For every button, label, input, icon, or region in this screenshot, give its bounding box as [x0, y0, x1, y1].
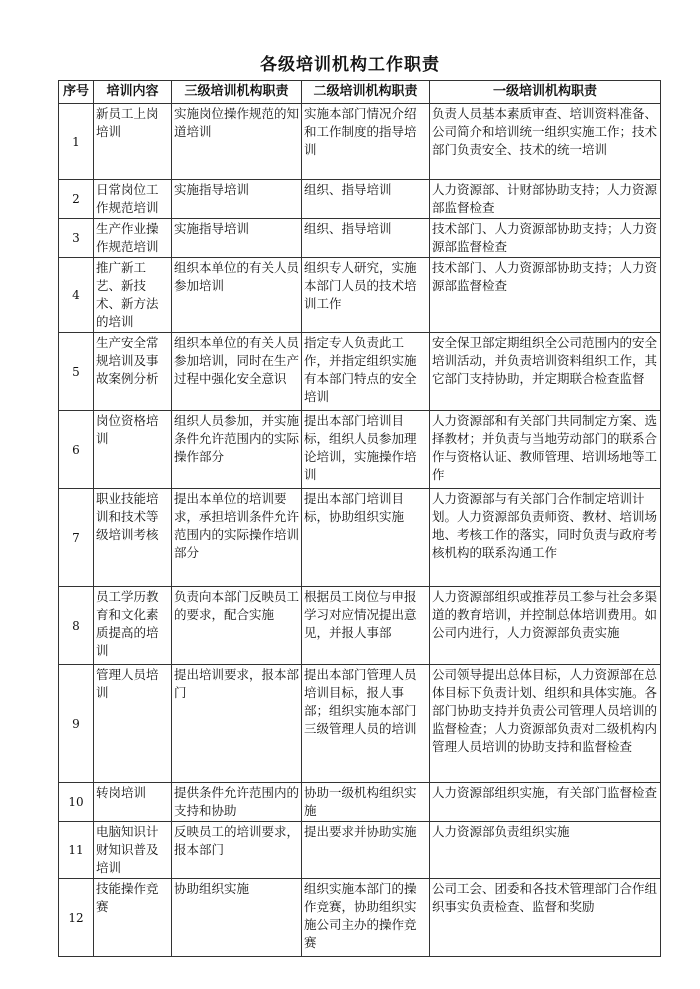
row-number-cell: 1 [59, 104, 94, 180]
header-level1: 一级培训机构职责 [430, 81, 661, 104]
level3-duty-cell: 组织本单位的有关人员参加培训 [172, 258, 302, 333]
table-row [59, 489, 661, 587]
table-row [59, 180, 661, 219]
level3-duty-cell: 实施岗位操作规范的知道培训 [172, 104, 302, 180]
level2-duty-cell: 协助一级机构组织实施 [302, 783, 430, 822]
level3-duty-cell: 组织本单位的有关人员参加培训，同时在生产过程中强化安全意识 [172, 333, 302, 411]
table-row [59, 333, 661, 411]
level2-duty-cell: 提出要求并协助实施 [302, 822, 430, 879]
level2-duty-cell: 组织、指导培训 [302, 180, 430, 219]
training-content-cell: 电脑知识计财知识普及培训 [94, 822, 172, 879]
level2-duty-cell: 指定专人负责此工作，并指定组织实施有本部门特点的安全培训 [302, 333, 430, 411]
level3-duty-cell: 负责向本部门反映员工的要求，配合实施 [172, 587, 302, 665]
level1-duty-cell: 人力资源部、计财部协助支持；人力资源部监督检查 [430, 180, 661, 219]
training-content-cell: 推广新工艺、新技术、新方法的培训 [94, 258, 172, 333]
level2-duty-cell: 提出本部门培训目标，组织人员参加理论培训，实施操作培训 [302, 411, 430, 489]
header-content: 培训内容 [94, 81, 172, 104]
level1-duty-cell: 技术部门、人力资源部协助支持；人力资源部监督检查 [430, 219, 661, 258]
training-content-cell: 新员工上岗培训 [94, 104, 172, 180]
training-content-cell: 管理人员培训 [94, 665, 172, 783]
level1-duty-cell: 人力资源部组织或推荐员工参与社会多渠道的教育培训，并控制总体培训费用。如公司内进行，人力资源部负责实施 [430, 587, 661, 665]
row-number-cell: 8 [59, 587, 94, 665]
table-row [59, 879, 661, 957]
level3-duty-cell: 组织人员参加，并实施条件允许范围内的实际操作部分 [172, 411, 302, 489]
level3-duty-cell: 反映员工的培训要求，报本部门 [172, 822, 302, 879]
level2-duty-cell: 提出本部门培训目标，协助组织实施 [302, 489, 430, 587]
table-row [59, 104, 661, 180]
level1-duty-cell: 人力资源部和有关部门共同制定方案、选择教材；并负责与当地劳动部门的联系合作与资格认证、教师管理、培训场地等工作 [430, 411, 661, 489]
row-number-cell: 6 [59, 411, 94, 489]
table-row [59, 783, 661, 822]
level1-duty-cell: 人力资源部与有关部门合作制定培训计划。人力资源部负责师资、教材、培训场地、考核工作的落实，同时负责与政府考核机构的联系沟通工作 [430, 489, 661, 587]
level2-duty-cell: 组织专人研究，实施本部门人员的技术培训工作 [302, 258, 430, 333]
training-content-cell: 岗位资格培训 [94, 411, 172, 489]
level3-duty-cell: 协助组织实施 [172, 879, 302, 957]
level1-duty-cell: 公司领导提出总体目标，人力资源部在总体目标下负责计划、组织和具体实施。各部门协助支持并负责公司管理人员培训的监督检查；人力资源部负责对二级机构内管理人员培训的协助支持和监督检查 [430, 665, 661, 783]
row-number-cell: 7 [59, 489, 94, 587]
header-level3: 三级培训机构职责 [172, 81, 302, 104]
table-row [59, 219, 661, 258]
level3-duty-cell: 实施指导培训 [172, 219, 302, 258]
table-header-row [59, 81, 661, 104]
training-content-cell: 员工学历教育和文化素质提高的培训 [94, 587, 172, 665]
level3-duty-cell: 实施指导培训 [172, 180, 302, 219]
page-title: 各级培训机构工作职责 [260, 55, 440, 75]
level1-duty-cell: 人力资源部组织实施，有关部门监督检查 [430, 783, 661, 822]
training-content-cell: 转岗培训 [94, 783, 172, 822]
level3-duty-cell: 提出培训要求，报本部门 [172, 665, 302, 783]
level1-duty-cell: 安全保卫部定期组织全公司范围内的安全培训活动，并负责培训资料组织工作，其它部门支持协助，并定期联合检查监督 [430, 333, 661, 411]
level2-duty-cell: 提出本部门管理人员培训目标，报人事部；组织实施本部门三级管理人员的培训 [302, 665, 430, 783]
level3-duty-cell: 提供条件允许范围内的支持和协助 [172, 783, 302, 822]
row-number-cell: 5 [59, 333, 94, 411]
level1-duty-cell: 负责人员基本素质审查、培训资料准备、公司简介和培训统一组织实施工作；技术部门负责安全、技术的统一培训 [430, 104, 661, 180]
header-level2: 二级培训机构职责 [302, 81, 430, 104]
row-number-cell: 4 [59, 258, 94, 333]
training-content-cell: 生产作业操作规范培训 [94, 219, 172, 258]
training-content-cell: 生产安全常规培训及事故案例分析 [94, 333, 172, 411]
level1-duty-cell: 技术部门、人力资源部协助支持；人力资源部监督检查 [430, 258, 661, 333]
table-row [59, 665, 661, 783]
row-number-cell: 9 [59, 665, 94, 783]
level2-duty-cell: 根据员工岗位与申报学习对应情况提出意见，并报人事部 [302, 587, 430, 665]
training-content-cell: 职业技能培训和技术等级培训考核 [94, 489, 172, 587]
level1-duty-cell: 公司工会、团委和各技术管理部门合作组织事实负责检查、监督和奖励 [430, 879, 661, 957]
table-row [59, 411, 661, 489]
training-content-cell: 日常岗位工作规范培训 [94, 180, 172, 219]
table-row [59, 822, 661, 879]
header-no: 序号 [59, 81, 94, 104]
row-number-cell: 12 [59, 879, 94, 957]
table-row [59, 258, 661, 333]
row-number-cell: 10 [59, 783, 94, 822]
row-number-cell: 2 [59, 180, 94, 219]
training-content-cell: 技能操作竞赛 [94, 879, 172, 957]
level3-duty-cell: 提出本单位的培训要求，承担培训条件允许范围内的实际操作培训部分 [172, 489, 302, 587]
responsibility-table [58, 80, 661, 957]
row-number-cell: 3 [59, 219, 94, 258]
level2-duty-cell: 实施本部门情况介绍和工作制度的指导培训 [302, 104, 430, 180]
table-row [59, 587, 661, 665]
level2-duty-cell: 组织实施本部门的操作竞赛，协助组织实施公司主办的操作竞赛 [302, 879, 430, 957]
row-number-cell: 11 [59, 822, 94, 879]
level2-duty-cell: 组织、指导培训 [302, 219, 430, 258]
level1-duty-cell: 人力资源部负责组织实施 [430, 822, 661, 879]
